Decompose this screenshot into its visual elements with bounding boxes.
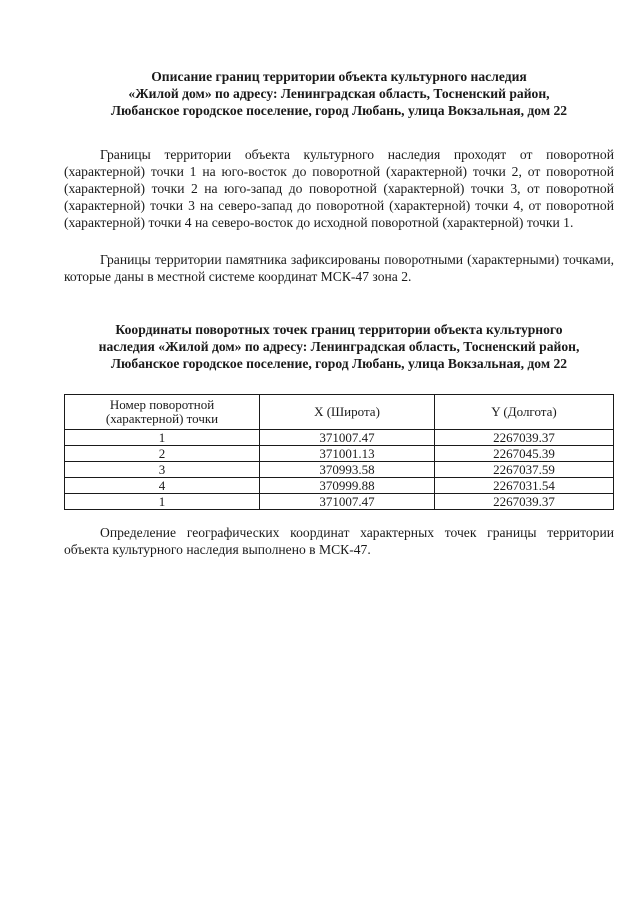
cell-x: 370999.88 — [260, 478, 435, 494]
cell-point: 4 — [65, 478, 260, 494]
cell-x: 371007.47 — [260, 494, 435, 510]
document-page — [64, 68, 614, 558]
table-title-line: наследия «Жилой дом» по адресу: Ленинградская область, Тосненский район, — [98, 339, 580, 354]
table-title-line: Координаты поворотных точек границ территории объекта культурного — [115, 322, 563, 337]
table-title — [64, 321, 614, 372]
cell-y: 2267039.37 — [435, 430, 614, 446]
header-x-latitude: X (Широта) — [260, 395, 435, 430]
cell-point: 1 — [65, 494, 260, 510]
document-title — [64, 68, 614, 119]
boundary-description-paragraph: Границы территории объекта культурного наследия проходят от поворотной (характерной) точки 1 на юго-восток до поворотной (характерной) точки 2, от поворотной (характерной) точки 2 на юго-запад до поворотной (характерной) точки 3, от поворотной (характерной) точки 3 на северо-запад до поворотной (характерной) точки 4, от поворотной (характерной) точки 4 на северо-восток до исходной поворотной (характерной) точки 1. — [64, 147, 614, 230]
title-line: Любанское городское поселение, город Любань, улица Вокзальная, дом 22 — [110, 103, 568, 118]
georeference-note-paragraph: Определение географических координат характерных точек границы территории объекта культурного наследия выполнено в МСК-47. — [64, 525, 614, 557]
table-row — [65, 430, 614, 446]
cell-y: 2267045.39 — [435, 446, 614, 462]
table-title-line: Любанское городское поселение, город Любань, улица Вокзальная, дом 22 — [110, 356, 568, 371]
coordinates-table — [64, 394, 614, 510]
table-row — [65, 478, 614, 494]
cell-y: 2267037.59 — [435, 462, 614, 478]
title-line: Описание границ территории объекта культурного наследия — [151, 69, 527, 84]
header-y-longitude: Y (Долгота) — [435, 395, 614, 430]
table-header-row — [65, 395, 614, 430]
cell-x: 371001.13 — [260, 446, 435, 462]
coordinate-system-paragraph: Границы территории памятника зафиксированы поворотными (характерными) точками, которые даны в местной системе координат МСК-47 зона 2. — [64, 252, 614, 284]
table-row — [65, 494, 614, 510]
cell-point: 3 — [65, 462, 260, 478]
cell-y: 2267039.37 — [435, 494, 614, 510]
table-row — [65, 446, 614, 462]
cell-x: 371007.47 — [260, 430, 435, 446]
title-line: «Жилой дом» по адресу: Ленинградская область, Тосненский район, — [128, 86, 550, 101]
cell-x: 370993.58 — [260, 462, 435, 478]
cell-point: 1 — [65, 430, 260, 446]
table-row — [65, 462, 614, 478]
cell-y: 2267031.54 — [435, 478, 614, 494]
header-point-number: Номер поворотной (характерной) точки — [65, 395, 260, 430]
cell-point: 2 — [65, 446, 260, 462]
